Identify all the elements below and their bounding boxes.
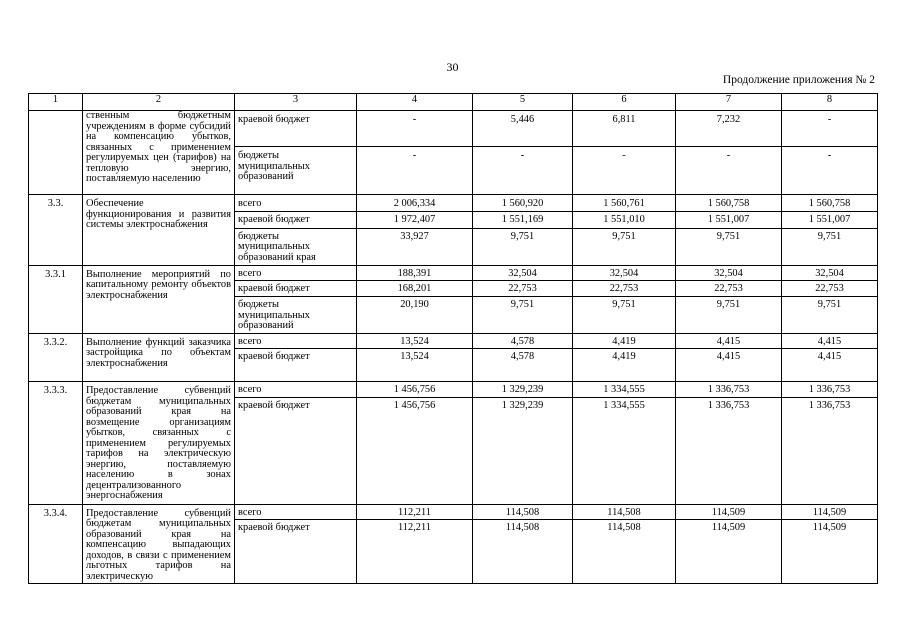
table-row [29, 111, 878, 147]
item-description: Выполнение функций заказчика застройщика по объектам электроснабжения [83, 333, 235, 382]
value-cell: - [357, 111, 473, 147]
funding-source: краевой бюджет [235, 111, 357, 147]
item-code: 3.3. [29, 195, 83, 266]
column-header: 3 [235, 94, 357, 111]
value-cell: 114,508 [573, 504, 676, 520]
item-description: Предоставление субвенций бюджетам муниципальных образований края на возмещение организациям убытков, связанных с применением регулируемых тарифов на электрическую энергию, поставляемую населению в зонах децентрализованного энергоснабжения [83, 382, 235, 505]
funding-source: краевой бюджет [235, 520, 357, 584]
item-code: 3.3.3. [29, 382, 83, 505]
table-row [29, 333, 878, 349]
funding-source: всего [235, 382, 357, 398]
value-cell: 1 329,239 [473, 397, 573, 504]
item-code: 3.3.1 [29, 265, 83, 333]
value-cell: - [782, 111, 878, 147]
table-row [29, 195, 878, 212]
column-header: 2 [83, 94, 235, 111]
table-row [29, 382, 878, 398]
value-cell: 9,751 [782, 228, 878, 265]
value-cell: 22,753 [676, 281, 782, 297]
funding-source: всего [235, 265, 357, 281]
value-cell: 1 560,758 [782, 195, 878, 212]
value-cell: 112,211 [357, 504, 473, 520]
table-row [29, 265, 878, 281]
item-description: Выполнение мероприятий по капитальному ремонту объектов электроснабжения [83, 265, 235, 333]
value-cell: 1 560,761 [573, 195, 676, 212]
funding-source: краевой бюджет [235, 281, 357, 297]
value-cell: 9,751 [676, 297, 782, 334]
value-cell: 1 329,239 [473, 382, 573, 398]
value-cell: 188,391 [357, 265, 473, 281]
funding-source: краевой бюджет [235, 397, 357, 504]
value-cell: 1 551,007 [782, 211, 878, 228]
value-cell: 9,751 [782, 297, 878, 334]
value-cell: 1 334,555 [573, 382, 676, 398]
value-cell: 13,524 [357, 349, 473, 382]
item-description: ственным бюджетным учреждениям в форме субсидий на компенсацию убытков, связанных с применением регулируемых цен (тарифов) на тепловую энергию, поставляемую населению [83, 111, 235, 195]
value-cell: - [357, 147, 473, 195]
funding-source: всего [235, 195, 357, 212]
value-cell: 1 334,555 [573, 397, 676, 504]
value-cell: 1 336,753 [676, 397, 782, 504]
value-cell: 1 560,758 [676, 195, 782, 212]
funding-source: бюджеты муниципальных образований [235, 147, 357, 195]
value-cell: 6,811 [573, 111, 676, 147]
item-code [29, 111, 83, 195]
column-header: 7 [676, 94, 782, 111]
value-cell: 114,509 [782, 520, 878, 584]
funding-source: краевой бюджет [235, 349, 357, 382]
column-header: 6 [573, 94, 676, 111]
value-cell: 1 551,169 [473, 211, 573, 228]
budget-table [28, 93, 878, 584]
value-cell: 33,927 [357, 228, 473, 265]
value-cell: 9,751 [676, 228, 782, 265]
value-cell: 9,751 [473, 297, 573, 334]
funding-source: бюджеты муниципальных образований края [235, 228, 357, 265]
column-header: 1 [29, 94, 83, 111]
value-cell: 4,578 [473, 333, 573, 349]
value-cell: 13,524 [357, 333, 473, 349]
funding-source: краевой бюджет [235, 211, 357, 228]
value-cell: 22,753 [473, 281, 573, 297]
item-code: 3.3.2. [29, 333, 83, 382]
value-cell: 1 456,756 [357, 382, 473, 398]
value-cell: 32,504 [473, 265, 573, 281]
value-cell: 32,504 [573, 265, 676, 281]
value-cell: 9,751 [573, 228, 676, 265]
value-cell: 4,578 [473, 349, 573, 382]
value-cell: 168,201 [357, 281, 473, 297]
column-number-row [29, 94, 878, 111]
value-cell: 4,415 [676, 349, 782, 382]
value-cell: 1 551,010 [573, 211, 676, 228]
value-cell: 1 972,407 [357, 211, 473, 228]
column-header: 5 [473, 94, 573, 111]
value-cell: 114,509 [782, 504, 878, 520]
value-cell: 114,509 [676, 520, 782, 584]
value-cell: 22,753 [782, 281, 878, 297]
value-cell: 7,232 [676, 111, 782, 147]
value-cell: 20,190 [357, 297, 473, 334]
value-cell: 1 560,920 [473, 195, 573, 212]
value-cell: 4,419 [573, 349, 676, 382]
value-cell: 1 456,756 [357, 397, 473, 504]
value-cell: 114,508 [473, 504, 573, 520]
value-cell: - [573, 147, 676, 195]
value-cell: 9,751 [473, 228, 573, 265]
value-cell: 112,211 [357, 520, 473, 584]
continuation-caption: Продолжение приложения № 2 [722, 74, 875, 86]
value-cell: 1 336,753 [676, 382, 782, 398]
funding-source: всего [235, 333, 357, 349]
table-row [29, 504, 878, 520]
value-cell: 2 006,334 [357, 195, 473, 212]
value-cell: 32,504 [676, 265, 782, 281]
value-cell: 1 336,753 [782, 397, 878, 504]
funding-source: бюджеты муниципальных образований [235, 297, 357, 334]
item-code: 3.3.4. [29, 504, 83, 584]
page-number: 30 [446, 60, 459, 74]
value-cell: 22,753 [573, 281, 676, 297]
value-cell: 5,446 [473, 111, 573, 147]
value-cell: 114,508 [573, 520, 676, 584]
value-cell: 4,419 [573, 333, 676, 349]
value-cell: - [782, 147, 878, 195]
value-cell: 9,751 [573, 297, 676, 334]
value-cell: 4,415 [782, 333, 878, 349]
value-cell: 4,415 [782, 349, 878, 382]
value-cell: 114,508 [473, 520, 573, 584]
value-cell: 114,509 [676, 504, 782, 520]
funding-source: всего [235, 504, 357, 520]
value-cell: - [473, 147, 573, 195]
value-cell: 4,415 [676, 333, 782, 349]
column-header: 4 [357, 94, 473, 111]
column-header: 8 [782, 94, 878, 111]
item-description: Обеспечение функционирования и развития системы электроснабжения [83, 195, 235, 266]
item-description: Предоставление субвенций бюджетам муниципальных образований края на компенсацию выпадающих доходов, в связи с применением льготных тарифов на электрическую [83, 504, 235, 584]
value-cell: 32,504 [782, 265, 878, 281]
value-cell: 1 336,753 [782, 382, 878, 398]
value-cell: - [676, 147, 782, 195]
value-cell: 1 551,007 [676, 211, 782, 228]
